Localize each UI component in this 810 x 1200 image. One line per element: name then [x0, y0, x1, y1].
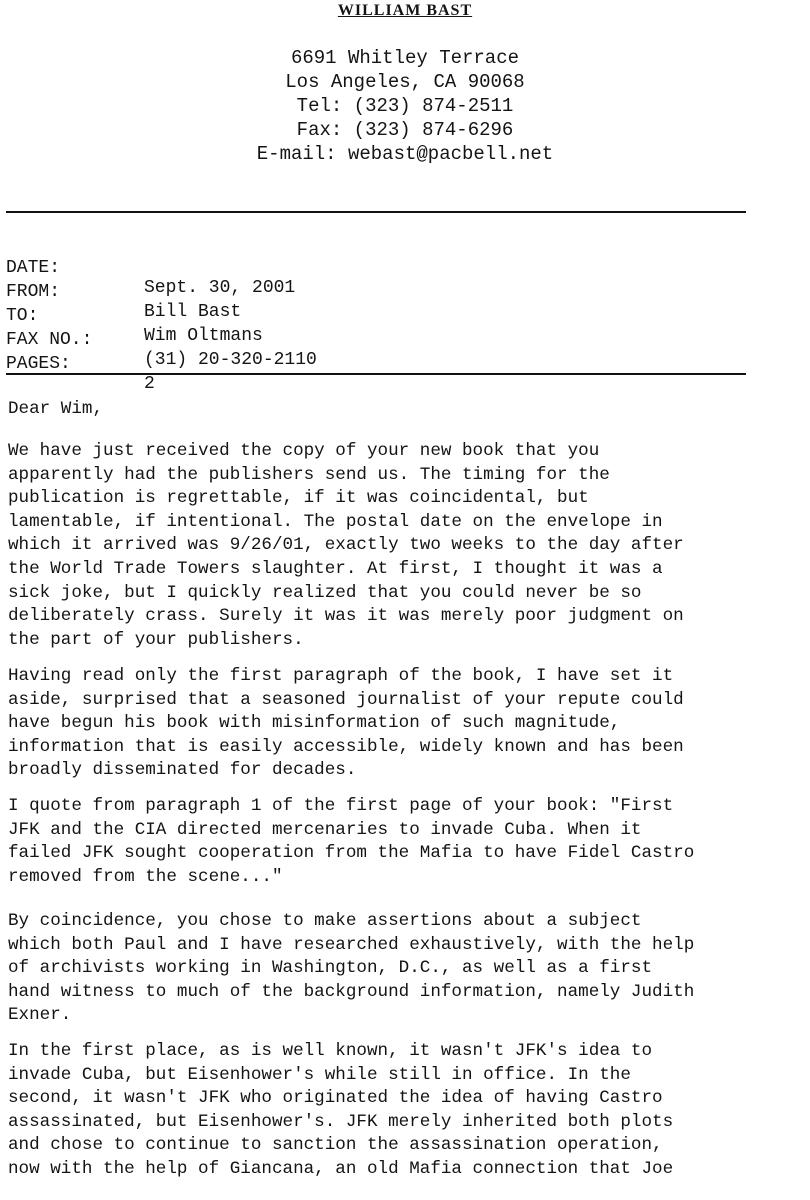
- letter-line: publication is regrettable, if it was coincidental, but: [8, 488, 589, 509]
- letter-line: JFK and the CIA directed mercenaries to invade Cuba. When it: [8, 819, 642, 840]
- letter-line: the World Trade Towers slaughter. At first, I thought it was a: [8, 558, 663, 579]
- letter-line: second, it wasn't JFK who originated the idea of having Castro: [8, 1088, 663, 1109]
- letter-line: lamentable, if intentional. The postal date on the envelope in: [8, 511, 663, 532]
- salutation: [8, 398, 808, 422]
- letter-line: assassinated, but Eisenhower's. JFK merely inherited both plots: [8, 1111, 674, 1132]
- city-state-zip: Los Angeles, CA 90068: [285, 71, 525, 93]
- letter-line: I quote from paragraph 1 of the first page of your book: "First: [8, 796, 674, 816]
- letter-line: broadly disseminated for decades.: [8, 760, 357, 781]
- header-value: Sept. 30, 2001: [144, 278, 296, 298]
- divider-bottom: [6, 373, 746, 375]
- header-label: PAGES:: [6, 354, 71, 374]
- letter-line: Dear Wim,: [8, 399, 104, 419]
- paragraph-5: [8, 1040, 808, 1182]
- letter-line: the part of your publishers.: [8, 629, 304, 650]
- paragraph-2: [8, 665, 808, 783]
- letter-line: In the first place, as is well known, it wasn't JFK's idea to: [8, 1041, 653, 1061]
- header-value: Wim Oltmans: [144, 326, 263, 346]
- header-value: Bill Bast: [144, 302, 242, 322]
- email-address: E-mail: webast@pacbell.net: [256, 143, 554, 165]
- letter-line: Having read only the first paragraph of the book, I have set it: [8, 666, 674, 686]
- letter-line: By coincidence, you chose to make assertions about a subject: [8, 911, 642, 931]
- fax-number: Fax: (323) 874-6296: [296, 119, 514, 141]
- letter-line: removed from the scene...": [8, 866, 283, 887]
- sender-name: WILLIAM BAST: [337, 2, 473, 19]
- letter-line: sick joke, but I quickly realized that you could never be so: [8, 582, 642, 603]
- paragraph-4: [8, 910, 808, 1028]
- letter-line: deliberately crass. Surely it was it was merely poor judgment on: [8, 606, 684, 627]
- letter-line: which both Paul and I have researched exhaustively, with the help: [8, 934, 695, 955]
- header-label: FAX NO.:: [6, 330, 93, 350]
- letter-line: invade Cuba, but Eisenhower's while still in office. In the: [8, 1064, 631, 1085]
- header-label: FROM:: [6, 282, 61, 302]
- letter-line: failed JFK sought cooperation from the Mafia to have Fidel Castro: [8, 843, 695, 864]
- header-label: DATE:: [6, 258, 61, 278]
- paragraph-3: [8, 795, 808, 889]
- header-value: (31) 20-320-2110: [144, 350, 317, 370]
- header-value: 2: [144, 374, 155, 394]
- letter-line: information that is easily accessible, widely known and has been: [8, 736, 684, 757]
- letter-line: have begun his book with misinformation of such magnitude,: [8, 713, 621, 734]
- letter-line: apparently had the publishers send us. The timing for the: [8, 464, 610, 485]
- letter-line: now with the help of Giancana, an old Mafia connection that Joe: [8, 1158, 674, 1179]
- letter-line: aside, surprised that a seasoned journalist of your repute could: [8, 689, 684, 710]
- header-label: TO:: [6, 306, 39, 326]
- letter-line: Exner.: [8, 1005, 72, 1026]
- telephone: Tel: (323) 874-2511: [296, 95, 514, 117]
- divider-top: [6, 211, 746, 213]
- letter-line: hand witness to much of the background information, namely Judith: [8, 981, 695, 1002]
- letter-line: which it arrived was 9/26/01, exactly two weeks to the day after: [8, 535, 684, 556]
- street-address: 6691 Whitley Terrace: [290, 47, 520, 69]
- letter-line: and chose to continue to sanction the assassination operation,: [8, 1135, 663, 1156]
- paragraph-1: [8, 440, 808, 652]
- letter-line: We have just received the copy of your new book that you: [8, 441, 600, 461]
- letter-line: of archivists working in Washington, D.C., as well as a first: [8, 958, 653, 979]
